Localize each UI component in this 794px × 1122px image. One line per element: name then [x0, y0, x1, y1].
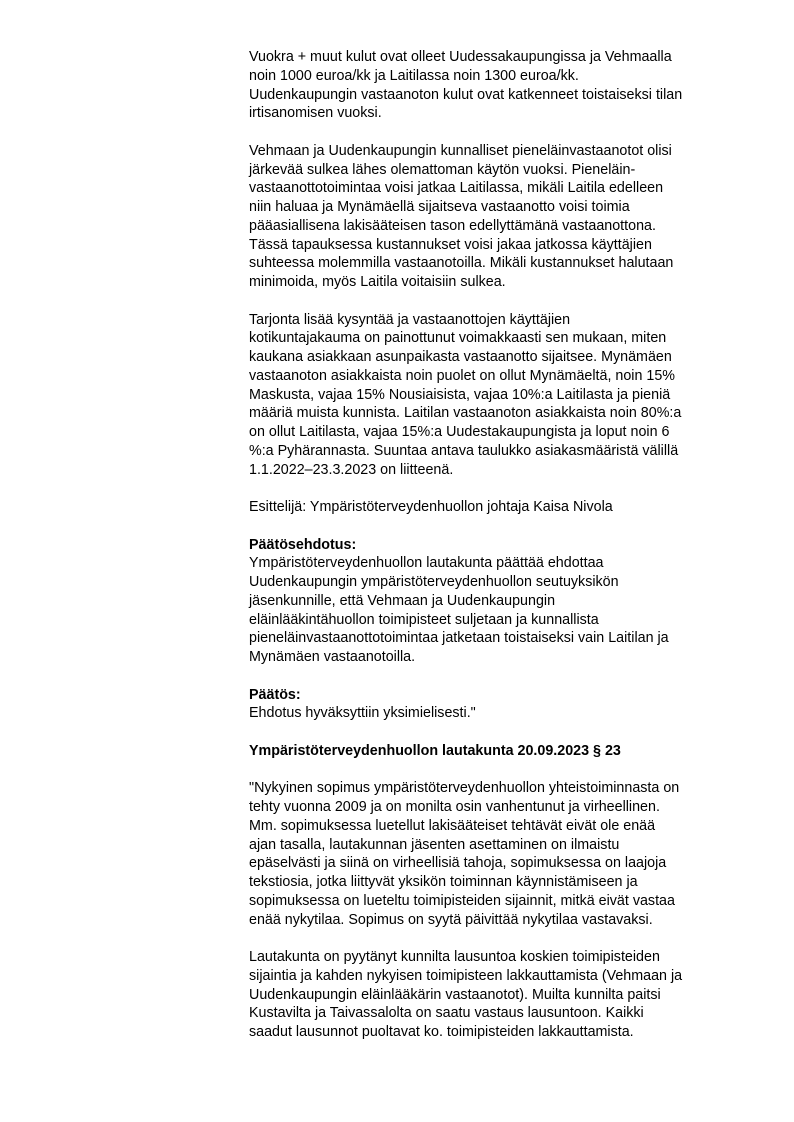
text-line: eläinlääkintähuollon toimipisteet suljetaan ja kunnallista — [249, 611, 599, 628]
text-line: järkevää sulkea lähes olemattoman käytön vuoksi. Pieneläin- — [249, 161, 636, 178]
text-line: saadut lausunnot puoltavat ko. toimipisteiden lakkauttamista. — [249, 1024, 634, 1040]
decision-heading: Päätös: — [249, 686, 301, 703]
text-line: Maskusta, vajaa 15% Nousiaisista, vajaa 10%:a Laitilasta ja pieniä — [249, 386, 671, 403]
text-line: sijaintia ja kahden nykyisen toimipisteen lakkauttamista (Vehmaan ja — [249, 967, 683, 984]
section-heading: Ympäristöterveydenhuollon lautakunta 20.09.2023 § 23 — [249, 742, 621, 759]
proposal-heading: Päätösehdotus: — [249, 536, 357, 553]
text-line: Mynämäen vastaanotoilla. — [249, 649, 416, 665]
text-line: "Nykyinen sopimus ympäristöterveydenhuollon yhteistoiminnasta on — [249, 780, 680, 797]
paragraph-agreement-outdated — [249, 779, 749, 929]
text-line: jäsenkunnille, että Vehmaan ja Uudenkaupungin — [249, 592, 556, 609]
text-line: kaukana asiakkaan asunpaikasta vastaanotto sijaitsee. Mynämäen — [249, 349, 672, 365]
text-line: tekstiosia, jotka liittyvät yksikön toiminnan käynnistämiseen ja — [249, 874, 638, 890]
document-page — [249, 48, 749, 1061]
paragraph-supply-demand — [249, 311, 749, 480]
text-line: epäselvästi ja siinä on virheellisiä tahoja, sopimuksessa on laajoja — [249, 855, 667, 872]
text-line: Uudenkaupungin ympäristöterveydenhuollon seutuyksikön — [249, 574, 619, 590]
text-line: ajan tasalla, lautakunnan jäsenten asettaminen on ilmaistu — [249, 836, 620, 853]
text-line: niin haluaa ja Mynämäellä sijaitseva vastaanotto voisi toimia — [249, 199, 630, 215]
text-line: Kustavilta ja Taivassalolta on saatu vastaus lausuntoon. Kaikki — [249, 1005, 644, 1022]
text-line: vastaanoton asiakkaista noin puolet on ollut Mynämäeltä, noin 15% — [249, 367, 676, 384]
text-line: Vuokra + muut kulut ovat olleet Uudessakaupungissa ja Vehmaalla — [249, 49, 672, 65]
text-line: Uudenkaupungin eläinlääkärin vastaanotot). Muilta kunnilta paitsi — [249, 986, 661, 1003]
text-line: Lautakunta on pyytänyt kunnilta lausuntoa koskien toimipisteiden — [249, 949, 660, 965]
text-line: on ollut Laitilasta, vajaa 15%:a Uudestakaupungista ja loput noin 6 — [249, 424, 670, 440]
text-line: irtisanomisen vuoksi. — [249, 105, 382, 122]
text-line: määriä muista kunnista. Laitilan vastaanoton asiakkaista noin 80%:a — [249, 405, 682, 422]
proposal-section — [249, 536, 749, 667]
text-line: pääasiallisena lakisääteisen tason edellyttämänä vastaanottona. — [249, 217, 656, 234]
text-line: Ympäristöterveydenhuollon lautakunta päättää ehdottaa — [249, 555, 604, 572]
text-line: tehty vuonna 2009 ja on monilta osin vanhentunut ja virheellinen. — [249, 799, 660, 815]
text-line: sopimuksessa on lueteltu toimipisteiden sijainnit, mitkä eivät vastaa — [249, 892, 675, 909]
text-line: Tässä tapauksessa kustannukset voisi jakaa jatkossa käyttäjien — [249, 236, 652, 253]
paragraph-presenter — [249, 498, 749, 517]
text-line: enää nykytilaa. Sopimus on syytä päivittää nykytilaa vastavaksi. — [249, 911, 653, 928]
text-line: Uudenkaupungin vastaanoton kulut ovat katkenneet toistaiseksi tilan — [249, 86, 683, 103]
text-line: pieneläinvastaanottotoimintaa jatketaan toistaiseksi vain Laitilan ja — [249, 630, 669, 647]
text-line: Ehdotus hyväksyttiin yksimielisesti." — [249, 705, 476, 722]
text-line: minimoida, myös Laitila voitaisiin sulkea. — [249, 274, 506, 290]
text-line: Vehmaan ja Uudenkaupungin kunnalliset pieneläinvastaanotot olisi — [249, 142, 672, 159]
meeting-section-heading — [249, 742, 749, 761]
decision-section — [249, 686, 749, 724]
text-line: Tarjonta lisää kysyntää ja vastaanottojen käyttäjien — [249, 311, 571, 328]
text-line: %:a Pyhärannasta. Suuntaa antava taulukko asiakasmääristä välillä — [249, 442, 679, 459]
text-line: vastaanottotoimintaa voisi jatkaa Laitilassa, mikäli Laitila edelleen — [249, 180, 664, 197]
text-line: suhteessa molemmilla vastaanotoilla. Mikäli kustannukset halutaan — [249, 255, 674, 272]
text-line: 1.1.2022–23.3.2023 on liitteenä. — [249, 461, 454, 478]
text-line: kotikuntajakauma on painottunut voimakkaasti sen mukaan, miten — [249, 330, 667, 347]
paragraph-statements — [249, 948, 749, 1042]
paragraph-closing-proposal — [249, 142, 749, 292]
text-line: noin 1000 euroa/kk ja Laitilassa noin 1300 euroa/kk. — [249, 67, 579, 84]
text-line: Mm. sopimuksessa luetellut lakisääteiset tehtävät eivät ole enää — [249, 817, 656, 834]
paragraph-rent-costs — [249, 48, 749, 123]
presenter-line: Esittelijä: Ympäristöterveydenhuollon johtaja Kaisa Nivola — [249, 499, 613, 515]
